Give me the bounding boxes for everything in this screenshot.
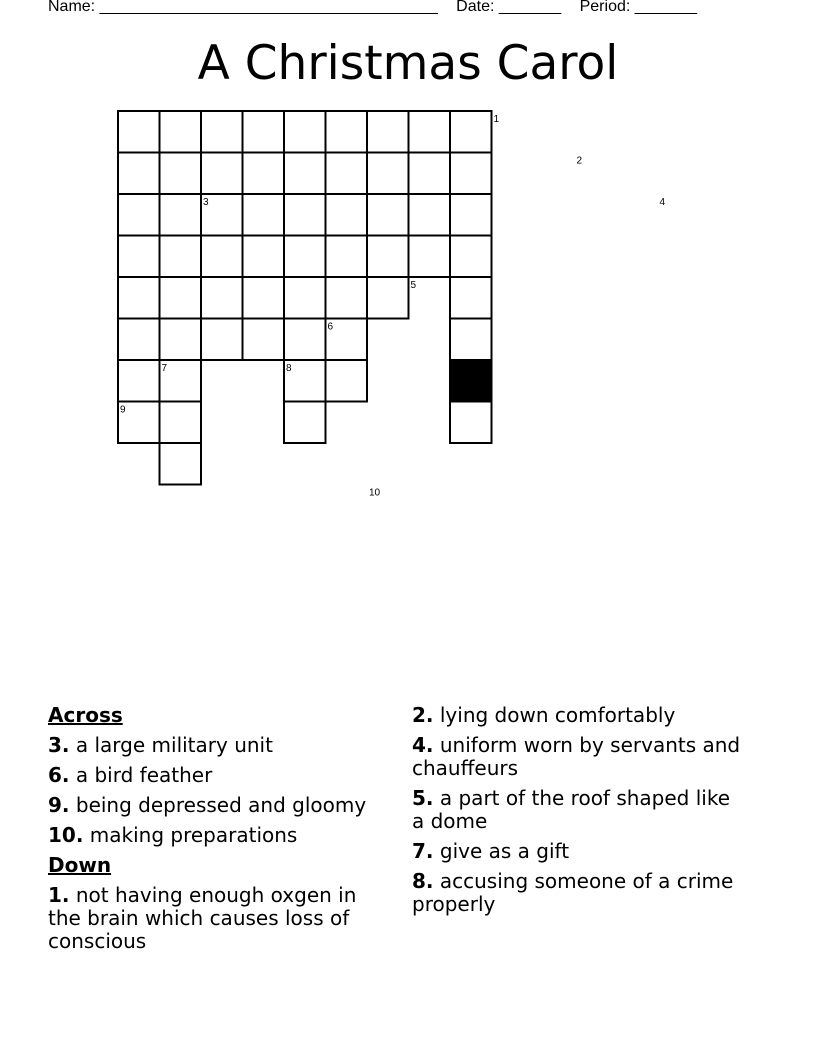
clue-number-label: 3 (203, 197, 209, 208)
grid-cell (284, 153, 326, 195)
name-field-label: Name: ______________________________________ (48, 0, 438, 15)
grid-cell (409, 153, 451, 195)
clue-text: accusing someone of a crime properly (412, 869, 734, 916)
clue-down-1 (48, 884, 388, 953)
grid-cell (367, 153, 409, 195)
grid-cell (118, 360, 160, 402)
grid-cell (326, 236, 368, 278)
grid-cell (284, 194, 326, 236)
clue-number-label: 10 (369, 487, 381, 499)
grid-cell (243, 277, 285, 319)
grid-cell (118, 319, 160, 361)
grid-cell (118, 153, 160, 195)
grid-cell (450, 402, 492, 444)
clue-text: lying down comfortably (439, 703, 676, 727)
clue-down-7 (412, 840, 742, 863)
grid-cell (118, 277, 160, 319)
across-heading: Across (48, 703, 123, 727)
clue-number-label: 4 (659, 197, 666, 208)
clue-across-6 (48, 764, 388, 787)
grid-cell (367, 236, 409, 278)
clue-number-label: 8 (286, 363, 292, 374)
grid-cell (118, 236, 160, 278)
date-field-label: Date: _______ (456, 0, 562, 15)
clue-number: 10. (48, 823, 84, 847)
grid-cell (367, 111, 409, 153)
black-cell (450, 360, 492, 402)
grid-cell (243, 153, 285, 195)
clue-text: a bird feather (75, 763, 213, 787)
clue-across-3 (48, 734, 388, 757)
grid-cell (201, 111, 243, 153)
grid-cell (201, 153, 243, 195)
grid-cell (118, 194, 160, 236)
clue-number: 4. (412, 733, 434, 757)
grid-cell (243, 194, 285, 236)
grid-cell (160, 319, 202, 361)
clue-text: a part of the roof shaped like a dome (412, 786, 731, 833)
clue-number: 3. (48, 733, 70, 757)
clue-text: not having enough oxgen in the brain which causes loss of conscious (48, 883, 357, 953)
page-title: A Christmas Carol (197, 36, 619, 91)
grid-cell (409, 111, 451, 153)
clues-right-column (412, 704, 742, 923)
grid-cell (326, 111, 368, 153)
grid-cell (201, 277, 243, 319)
clue-text: give as a gift (439, 839, 570, 863)
grid-cell (326, 360, 368, 402)
clues-left-column (48, 704, 388, 960)
grid-cell (450, 277, 492, 319)
clue-number-label: 2 (576, 155, 583, 167)
grid-cell (243, 319, 285, 361)
grid-cell (243, 236, 285, 278)
grid-cell (409, 236, 451, 278)
clue-text: a large military unit (75, 733, 273, 757)
grid-cell (160, 236, 202, 278)
clue-number: 9. (48, 793, 70, 817)
grid-cell (450, 236, 492, 278)
clue-down-5 (412, 787, 742, 833)
grid-cell (450, 153, 492, 195)
clue-number-label: 7 (161, 363, 168, 374)
clue-across-10 (48, 824, 388, 847)
grid-cell (284, 111, 326, 153)
clue-number: 6. (48, 763, 70, 787)
grid-cell (326, 153, 368, 195)
clue-across-9 (48, 794, 388, 817)
grid-cell (284, 236, 326, 278)
grid-cell (450, 111, 492, 153)
clue-number: 7. (412, 839, 434, 863)
clue-down-8 (412, 870, 742, 916)
grid-cell (284, 277, 326, 319)
grid-cell (160, 443, 202, 485)
grid-cell (160, 194, 202, 236)
clue-number: 2. (412, 703, 434, 727)
grid-cell (367, 194, 409, 236)
grid-cell (160, 402, 202, 444)
clue-down-4 (412, 734, 742, 780)
grid-cell (450, 194, 492, 236)
clue-text: making preparations (89, 823, 298, 847)
grid-cell (284, 402, 326, 444)
grid-cell (160, 277, 202, 319)
clue-number-label: 9 (120, 404, 126, 416)
grid-cell (284, 319, 326, 361)
clue-number-label: 1 (493, 114, 500, 125)
grid-cell (160, 153, 202, 195)
grid-cell (118, 111, 160, 153)
down-heading: Down (48, 853, 112, 877)
grid-cell (243, 111, 285, 153)
clue-number-label: 5 (410, 280, 417, 291)
grid-cell (326, 277, 368, 319)
grid-cell (367, 277, 409, 319)
period-field-label: Period: _______ (579, 0, 698, 15)
grid-cell (326, 194, 368, 236)
clue-number: 5. (412, 786, 434, 810)
grid-cell (160, 111, 202, 153)
clue-down-2 (412, 704, 742, 727)
clue-text: being depressed and gloomy (75, 793, 367, 817)
grid-cell (409, 194, 451, 236)
clue-number: 1. (48, 883, 70, 907)
clue-number-label: 6 (327, 321, 334, 333)
grid-cell (201, 236, 243, 278)
clue-text: uniform worn by servants and chauffeurs (412, 733, 741, 780)
grid-cell (450, 319, 492, 361)
grid-cell (201, 319, 243, 361)
clue-number: 8. (412, 869, 434, 893)
